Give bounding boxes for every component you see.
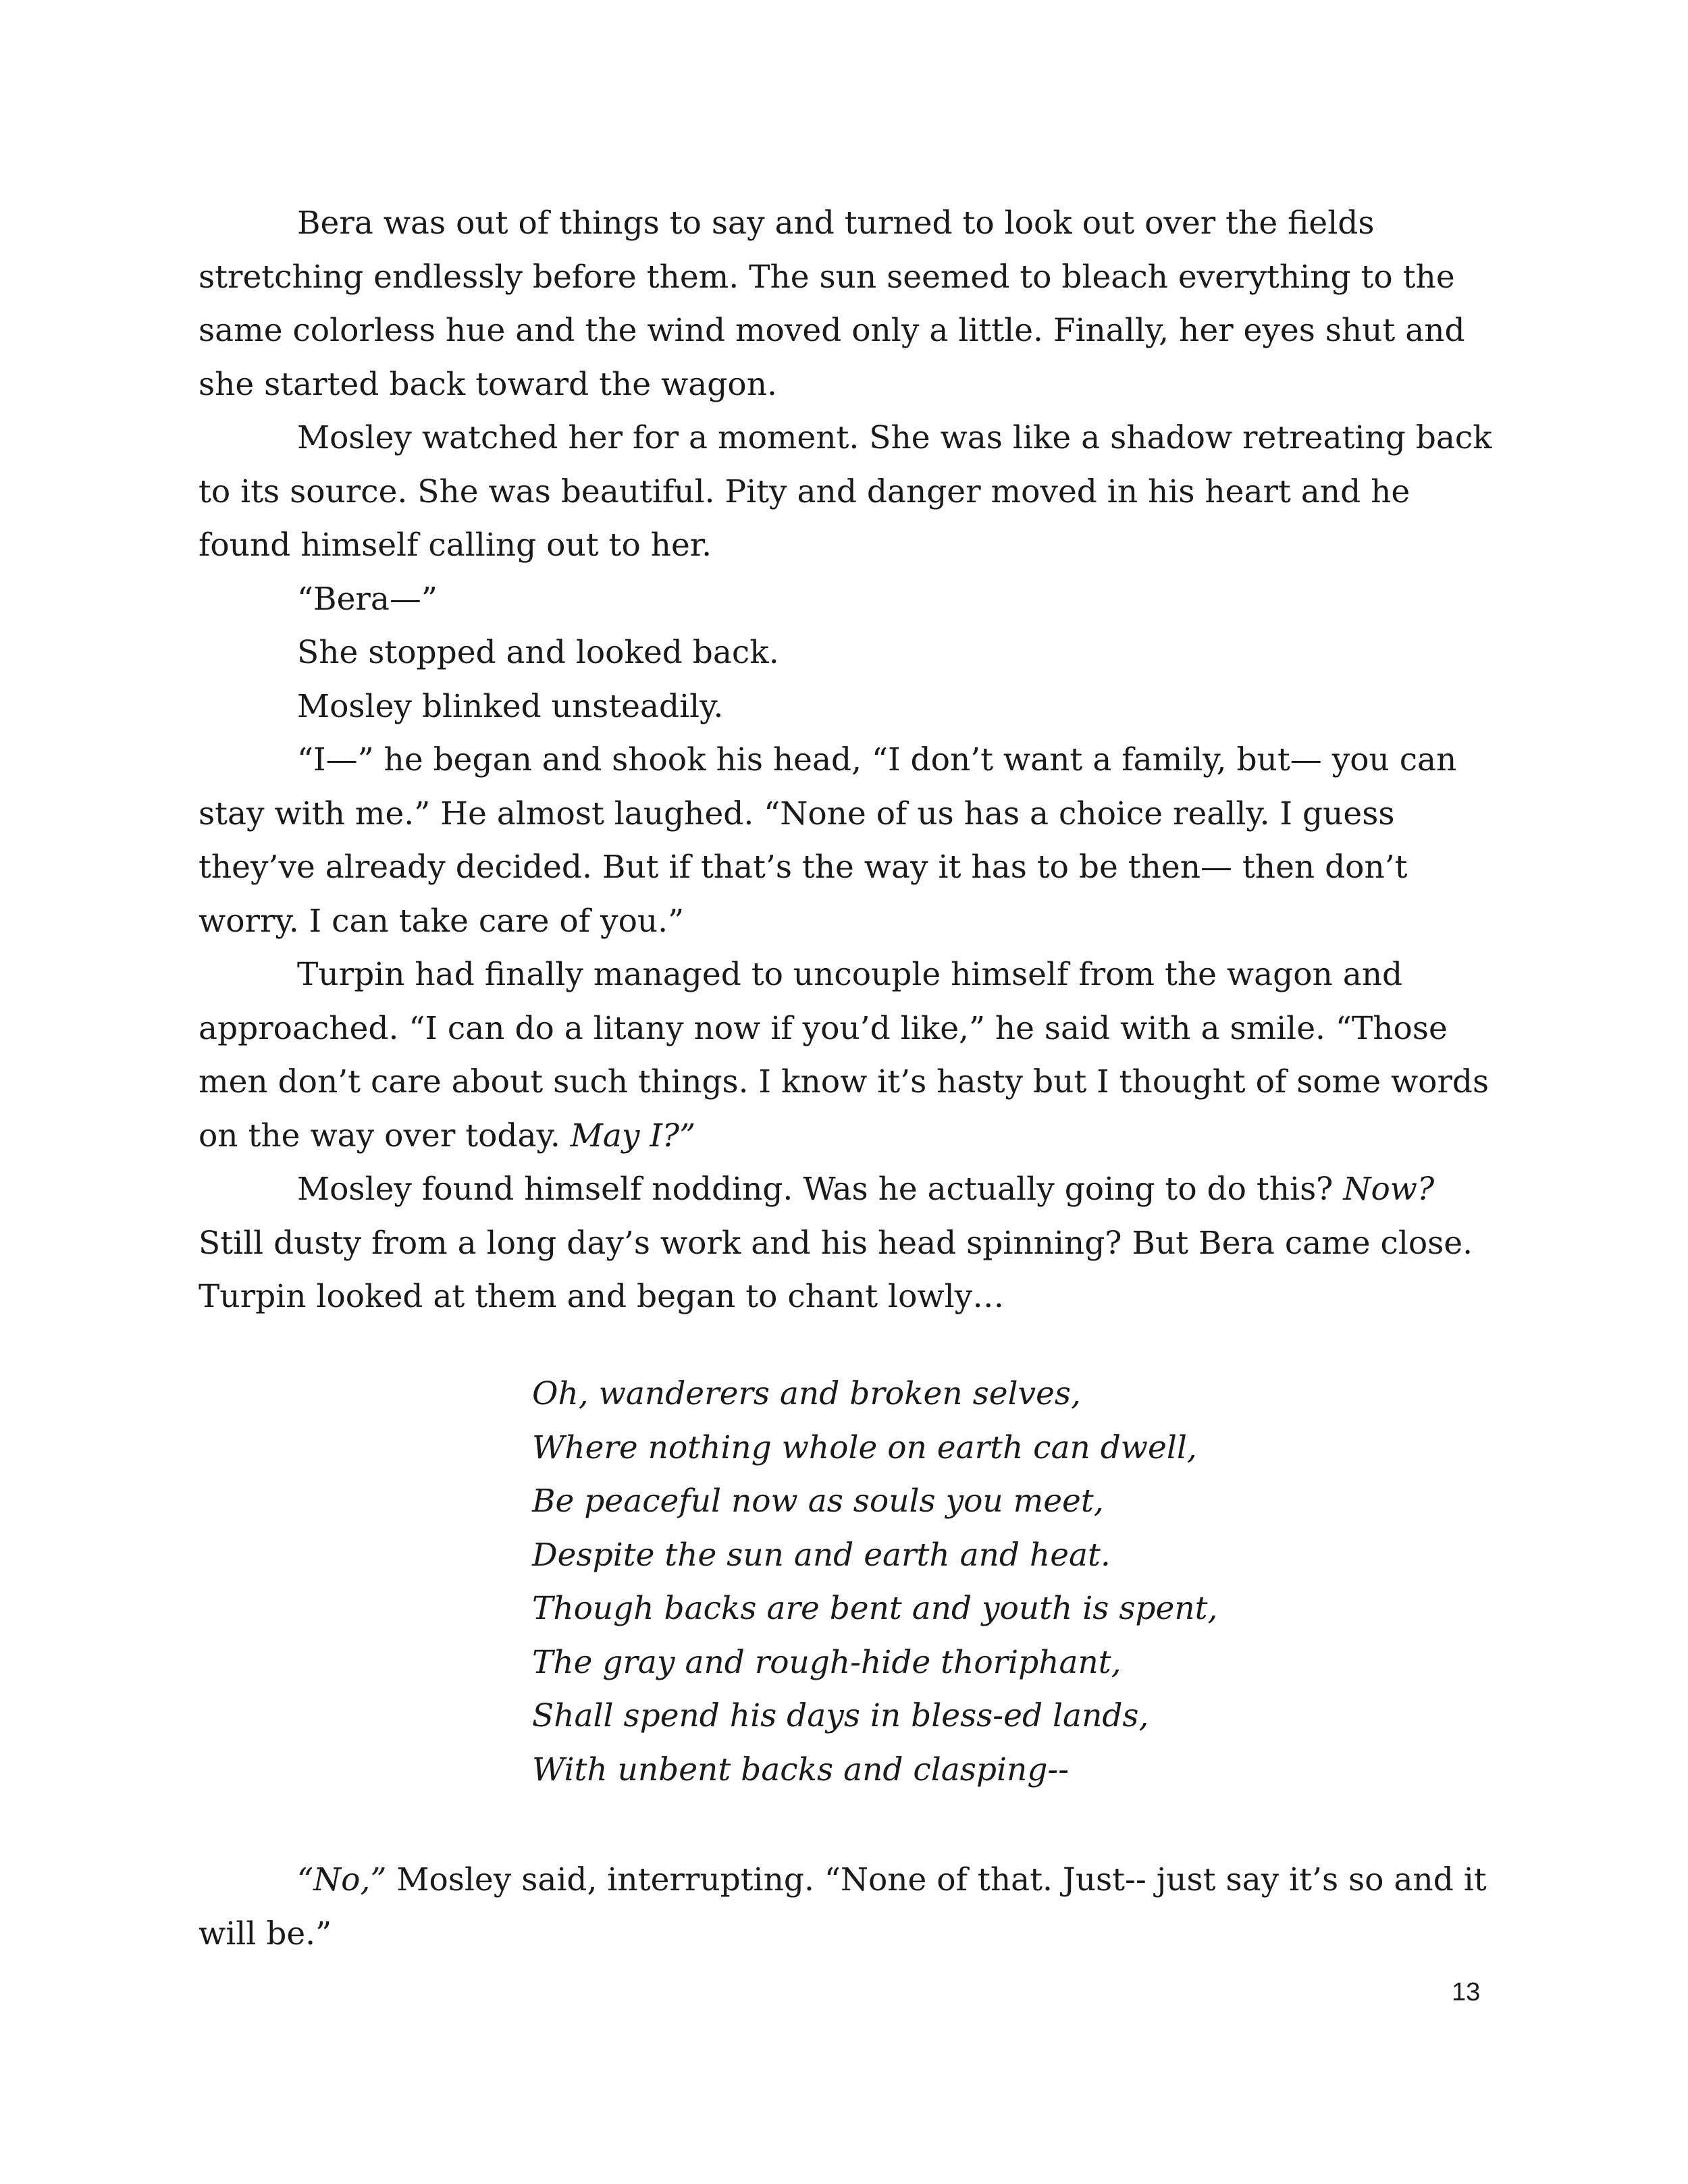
paragraph-mosley-blinked: Mosley blinked unsteadily. bbox=[297, 687, 724, 725]
paragraph-mosley-nodding bbox=[199, 1163, 1492, 1324]
poem-line: Oh, wanderers and broken selves, bbox=[532, 1375, 1081, 1412]
poem-line: Shall spend his days in bless-ed lands, bbox=[532, 1697, 1149, 1734]
paragraph-bera-turns: Bera was out of things to say and turned to look out over the fields stretching endlessly before them. The sun seemed to bleach everything to the same colorless hue and the wind moved only a little. Finally, her eyes shut and she started back toward the wagon. bbox=[199, 205, 1465, 403]
closing-paragraph-block bbox=[199, 1853, 1492, 1961]
page-number: 13 bbox=[1452, 1978, 1481, 2006]
litany-poem bbox=[532, 1367, 1217, 1796]
turpin-text: Turpin had finally managed to uncouple himself from the wagon and approached. “I can do a litany now if you’d like,” he said with a smile. “Those men don’t care about such things. I know it’s hasty but I thought of some words on the way over today. bbox=[199, 956, 1489, 1154]
paragraph-mosley-watches: Mosley watched her for a moment. She was like a shadow retreating back to its source. She was beautiful. Pity and danger moved in his heart and he found himself calling out to her. bbox=[199, 419, 1492, 564]
nodding-italic-now: Now? bbox=[1343, 1171, 1435, 1208]
paragraph-mosley-interrupts bbox=[199, 1853, 1492, 1961]
poem-line: Be peaceful now as souls you meet, bbox=[532, 1483, 1104, 1520]
paragraph-she-stopped: She stopped and looked back. bbox=[297, 634, 779, 671]
poem-line: Despite the sun and earth and heat. bbox=[532, 1536, 1111, 1574]
nodding-text-b: Still dusty from a long day’s work and his head spinning? But Bera came close. Turpin looked at them and began to chant lowly… bbox=[199, 1224, 1473, 1315]
paragraph-turpin-approaches bbox=[199, 948, 1492, 1163]
paragraph-bera-call: “Bera—” bbox=[297, 580, 438, 618]
turpin-italic-question: May I?” bbox=[570, 1117, 696, 1154]
nodding-text-a: Mosley found himself nodding. Was he actually going to do this? bbox=[297, 1171, 1344, 1208]
poem-line: The gray and rough-hide thoriphant, bbox=[532, 1643, 1122, 1681]
paragraph-mosley-speech: “I—” he began and shook his head, “I don’t want a family, but— you can stay with me.” He almost laughed. “None of us has a choice really. I guess they’ve already decided. But if that’s the way it has to be then— then don’t worry. I can take care of you.” bbox=[199, 741, 1457, 940]
poem-line: Where nothing whole on earth can dwell, bbox=[532, 1429, 1197, 1466]
interrupt-text: Mosley said, interrupting. “None of that. Just-- just say it’s so and it will be.” bbox=[199, 1861, 1487, 1952]
poem-line: Though backs are bent and youth is spent, bbox=[532, 1590, 1218, 1627]
interrupt-italic-no: “No,” bbox=[297, 1861, 387, 1898]
body-text bbox=[199, 196, 1492, 1324]
poem-line: With unbent backs and clasping-- bbox=[532, 1751, 1070, 1788]
